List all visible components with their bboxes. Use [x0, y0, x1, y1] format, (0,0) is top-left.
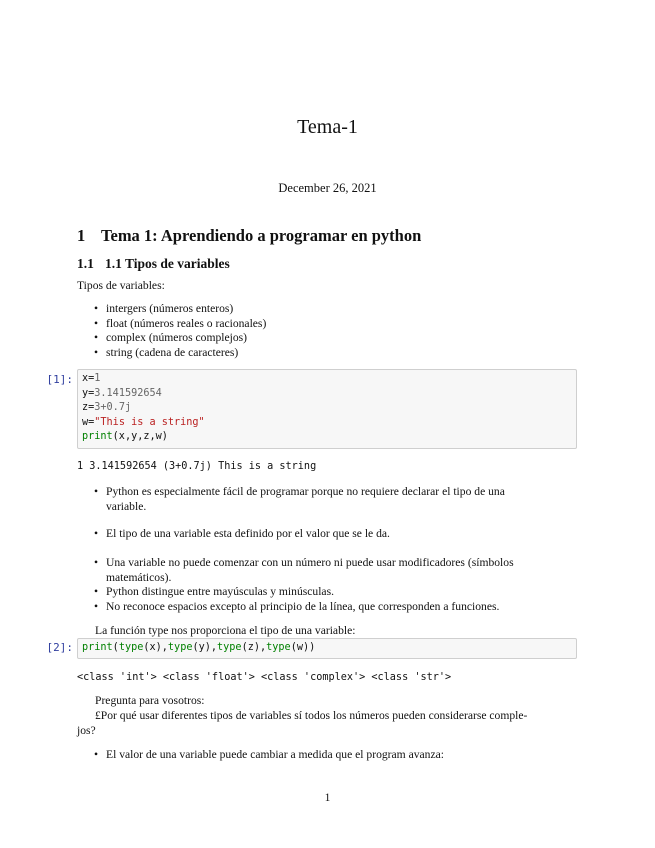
cell-output: 1 3.141592654 (3+0.7j) This is a string — [77, 461, 317, 472]
list-item: • string (cadena de caracteres) — [106, 346, 266, 361]
code-cell[interactable] — [77, 369, 577, 449]
question-label: Pregunta para vosotros: — [95, 694, 205, 707]
list-item: • intergers (números enteros) — [106, 302, 266, 317]
subsection-title: 1.1 Tipos de variables — [105, 256, 230, 271]
list-item: • El valor de una variable puede cambiar a medida que el program avanza: — [106, 748, 444, 763]
section-number: 1 — [77, 226, 86, 245]
list-item: • complex (números complejos) — [106, 331, 266, 346]
notes-list-c — [106, 556, 514, 614]
cell-prompt: [1]: — [46, 373, 73, 386]
code-cell[interactable] — [77, 638, 577, 659]
code-line: y=3.141592654 — [82, 387, 162, 399]
document-date: December 26, 2021 — [278, 181, 377, 195]
code-block — [78, 370, 576, 447]
list-item: • El tipo de una variable esta definido por el valor que se le da. — [106, 527, 390, 542]
list-item: • Una variable no puede comenzar con un número ni puede usar modificadores (símbolos matemáticos). — [106, 556, 514, 585]
page-number: 1 — [324, 792, 331, 804]
section-heading — [77, 226, 421, 246]
notes-list-b — [106, 527, 390, 542]
code-line: z=3+0.7j — [82, 402, 132, 413]
types-list — [106, 302, 266, 360]
notes-list-a — [106, 485, 505, 514]
list-item: • No reconoce espacios excepto al principio de la línea, que corresponden a funciones. — [106, 600, 514, 615]
code-line: w="This is a string" — [82, 416, 205, 428]
type-intro-text: La función type nos proporciona el tipo de una variable: — [95, 624, 356, 637]
list-item: • Python distingue entre mayúsculas y minúsculas. — [106, 585, 514, 600]
cell-output: <class 'int'> <class 'float'> <class 'complex'> <class 'str'> — [77, 672, 452, 683]
section-title: Tema 1: Aprendiendo a programar en python — [101, 226, 422, 245]
list-item: • float (números reales o racionales) — [106, 317, 266, 332]
subsection-heading — [77, 256, 230, 272]
code-line: x=1 — [82, 373, 101, 384]
list-item: • Python es especialmente fácil de programar porque no requiere declarar el tipo de una variable. — [106, 485, 505, 514]
question-line: £Por qué usar diferentes tipos de variables sí todos los números pueden considerarse comple- — [95, 709, 528, 722]
last-list — [106, 748, 444, 763]
code-line: print(x,y,z,w) — [82, 431, 168, 442]
subsection-number: 1.1 — [77, 256, 94, 271]
question-line: jos? — [77, 724, 96, 737]
cell-prompt: [2]: — [46, 641, 73, 654]
code-line: print(type(x),type(y),type(z),type(w)) — [82, 642, 316, 653]
intro-text: Tipos de variables: — [77, 279, 165, 292]
document-title: Tema-1 — [297, 116, 358, 138]
